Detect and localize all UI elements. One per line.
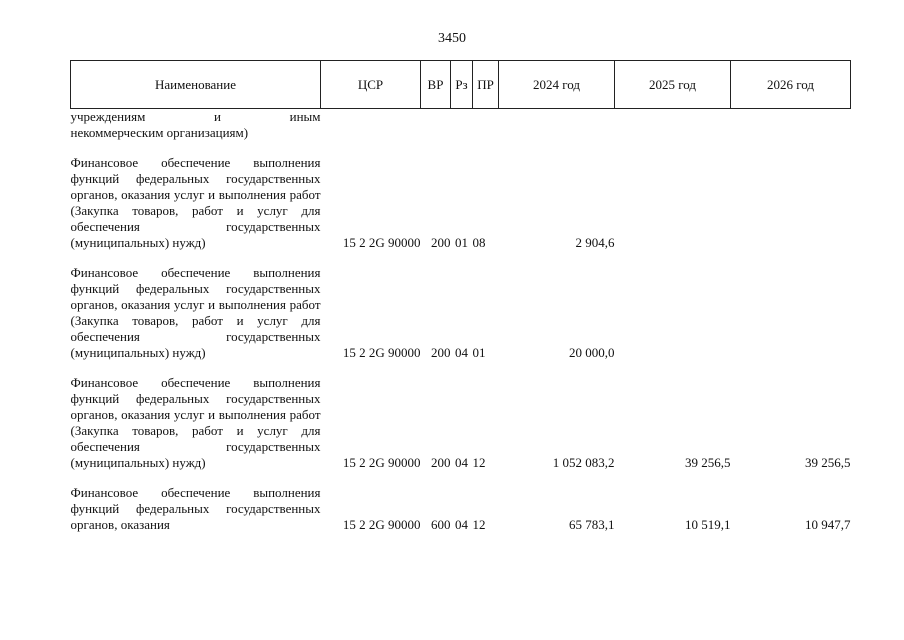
row-vr: 200 bbox=[431, 345, 451, 360]
header-csr: ЦСР bbox=[321, 61, 421, 109]
header-2025: 2025 год bbox=[615, 61, 731, 109]
row-vr: 200 bbox=[431, 235, 451, 250]
header-pr: ПР bbox=[473, 61, 499, 109]
header-rz: Рз bbox=[451, 61, 473, 109]
table-row bbox=[71, 155, 851, 251]
budget-table bbox=[70, 60, 851, 533]
row-csr: 15 2 2G 90000 bbox=[342, 345, 421, 360]
row-2024: 1 052 083,2 bbox=[552, 455, 615, 470]
table-row bbox=[71, 265, 851, 361]
row-csr: 15 2 2G 90000 bbox=[342, 235, 421, 250]
row-2025 bbox=[615, 265, 731, 361]
row-csr: 15 2 2G 90000 bbox=[342, 455, 421, 470]
row-rz: 04 bbox=[455, 345, 468, 360]
row-rz: 01 bbox=[455, 235, 468, 250]
row-2025: 10 519,1 bbox=[685, 517, 731, 532]
row-2024: 65 783,1 bbox=[569, 517, 615, 532]
row-2024: 20 000,0 bbox=[569, 345, 615, 360]
header-name: Наименование bbox=[71, 61, 321, 109]
row-rz: 04 bbox=[455, 455, 468, 470]
continuation-line-2: некоммерческим организациям) bbox=[70, 125, 249, 140]
row-name: Финансовое обеспечение выполнения функций федеральных государственных органов, оказания услуг и выполнения работ (Закупка товаров, работ и услуг для обеспечения государственных (муниципальных) нужд) bbox=[70, 375, 321, 470]
header-2024: 2024 год bbox=[499, 61, 615, 109]
row-2026: 10 947,7 bbox=[805, 517, 851, 532]
table-header-row bbox=[71, 61, 851, 109]
row-pr: 01 bbox=[472, 345, 486, 360]
continuation-line-1: учреждениям и иным bbox=[70, 109, 321, 124]
row-pr: 12 bbox=[472, 455, 486, 470]
row-name: Финансовое обеспечение выполнения функций федеральных государственных органов, оказания bbox=[70, 485, 321, 532]
row-name: Финансовое обеспечение выполнения функций федеральных государственных органов, оказания услуг и выполнения работ (Закупка товаров, работ и услуг для обеспечения государственных (муниципальных) нужд) bbox=[70, 155, 321, 250]
row-vr: 600 bbox=[431, 517, 451, 532]
row-rz: 04 bbox=[455, 517, 468, 532]
row-pr: 12 bbox=[472, 517, 486, 532]
header-vr: ВР bbox=[421, 61, 451, 109]
row-2024: 2 904,6 bbox=[575, 235, 615, 250]
row-pr: 08 bbox=[472, 235, 486, 250]
row-vr: 200 bbox=[431, 455, 451, 470]
table-row bbox=[71, 375, 851, 471]
continuation-text bbox=[71, 109, 321, 142]
row-2026 bbox=[731, 155, 851, 251]
row-name: Финансовое обеспечение выполнения функций федеральных государственных органов, оказания услуг и выполнения работ (Закупка товаров, работ и услуг для обеспечения государственных (муниципальных) нужд) bbox=[70, 265, 321, 360]
header-2026: 2026 год bbox=[731, 61, 851, 109]
row-2025: 39 256,5 bbox=[685, 455, 731, 470]
continuation-row bbox=[71, 109, 851, 142]
row-2026: 39 256,5 bbox=[805, 455, 851, 470]
table-row bbox=[71, 485, 851, 533]
row-csr: 15 2 2G 90000 bbox=[342, 517, 421, 532]
page-number: 3450 bbox=[438, 31, 466, 46]
row-2025 bbox=[615, 155, 731, 251]
row-2026 bbox=[731, 265, 851, 361]
